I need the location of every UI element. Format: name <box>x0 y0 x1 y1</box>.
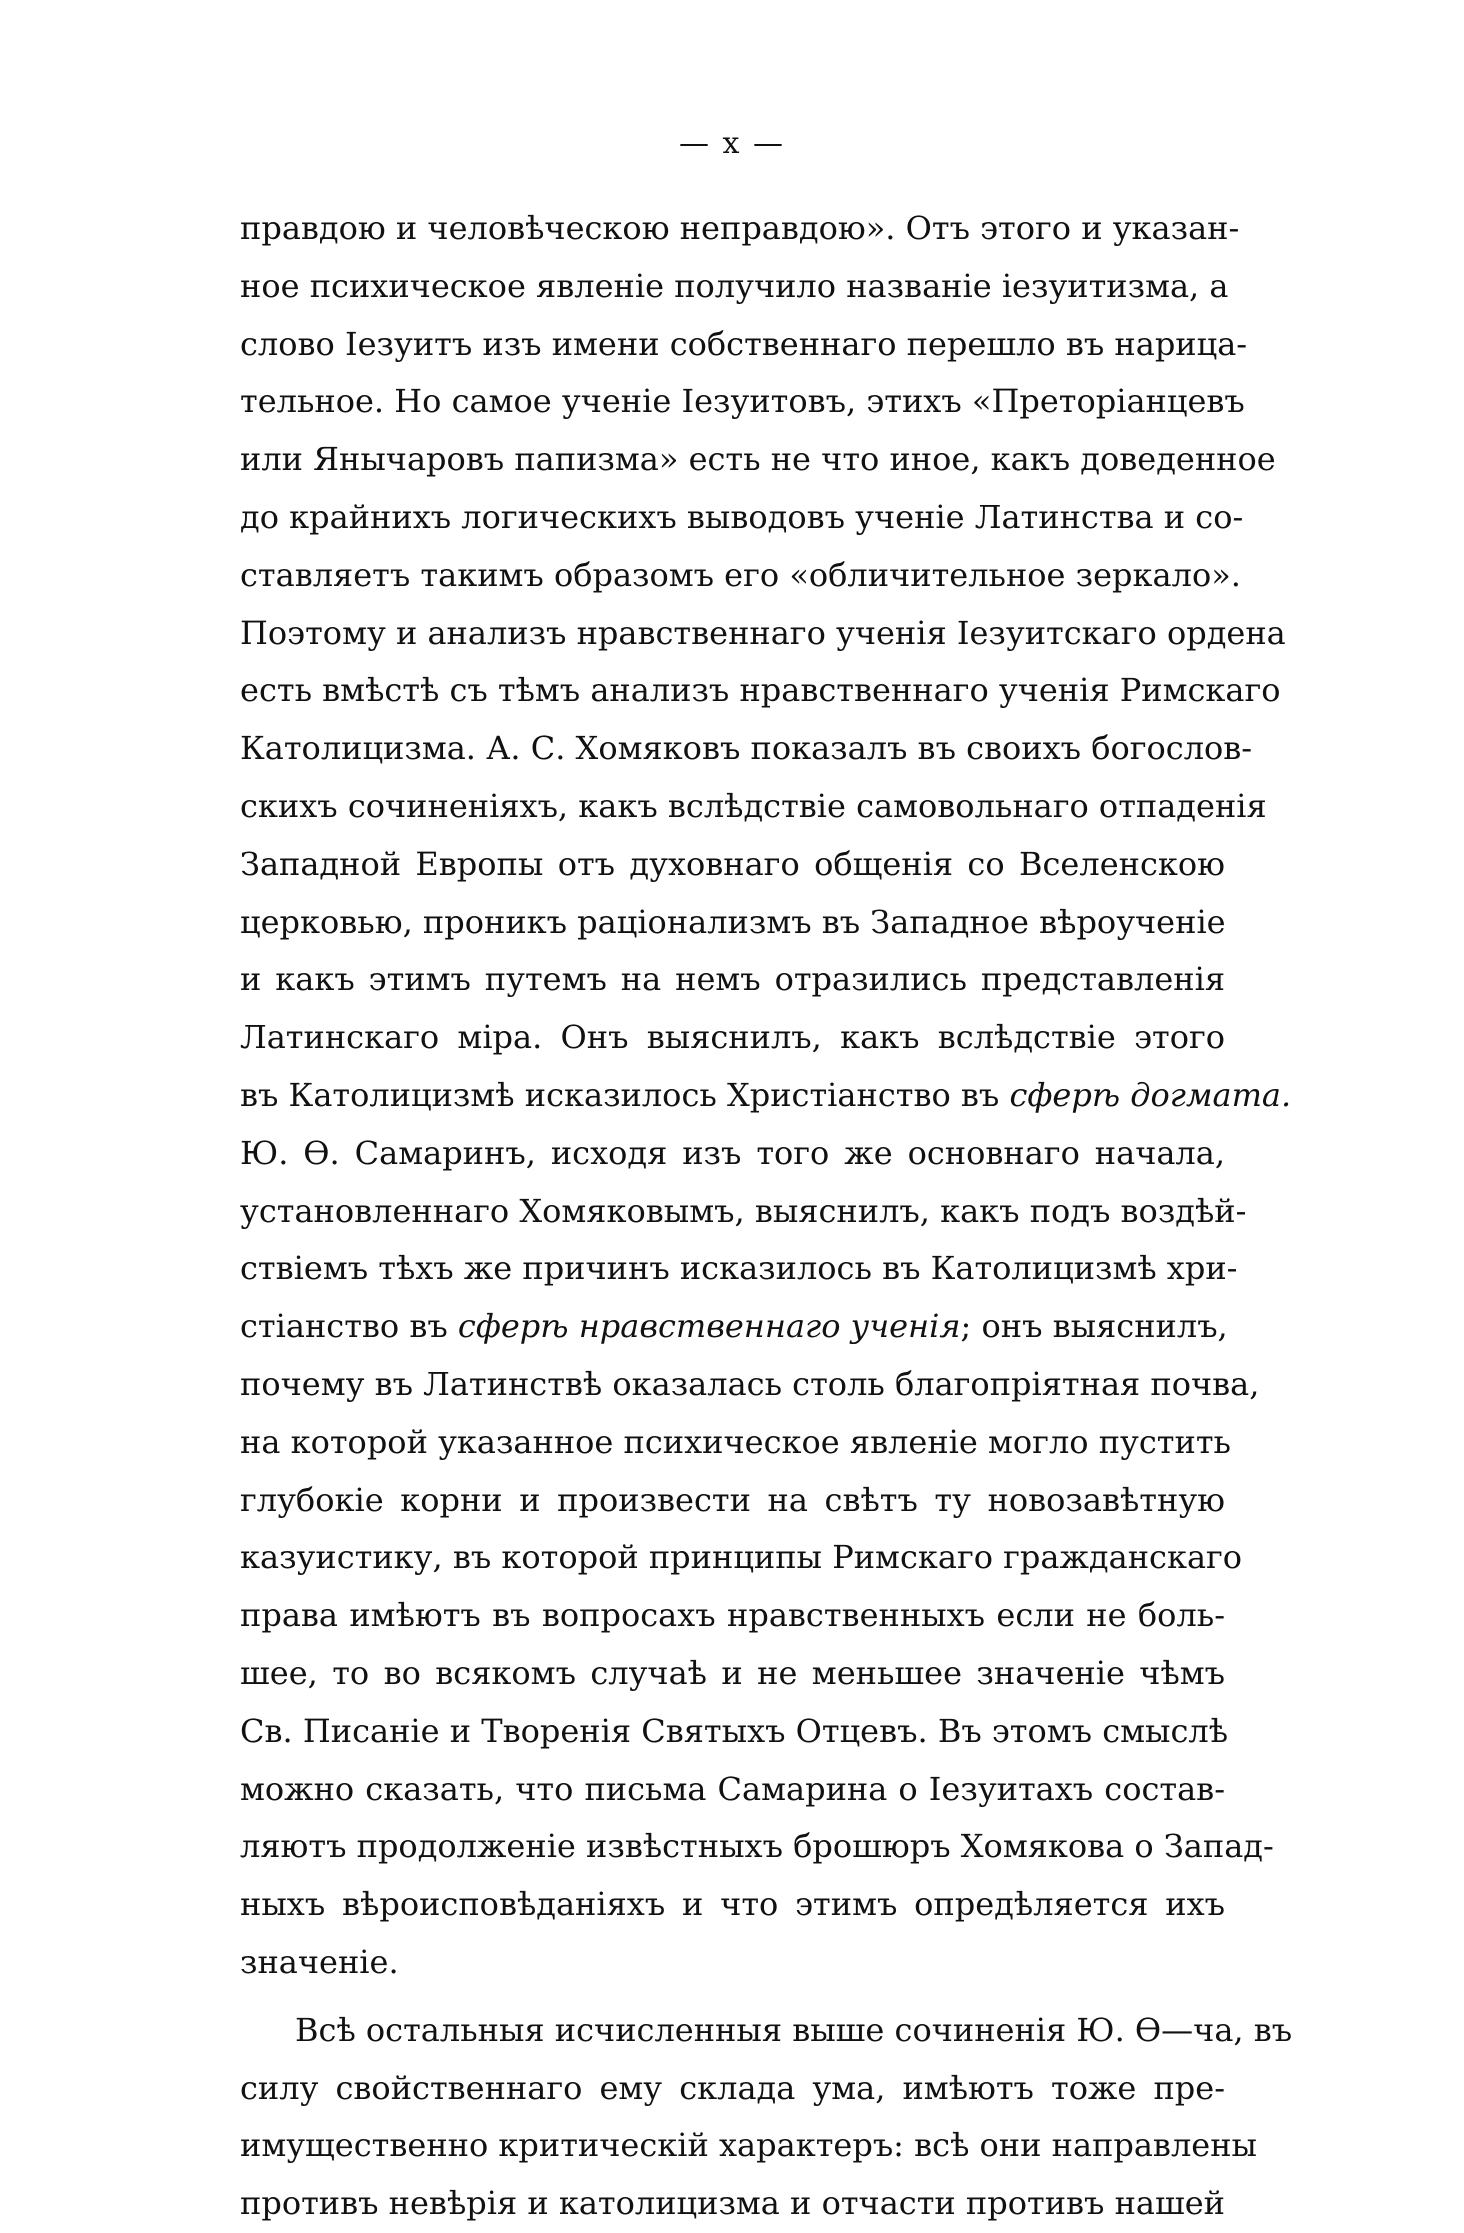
text-line: противъ невѣрія и католицизма и отчасти противъ нашей <box>240 2184 1225 2223</box>
text-line: и какъ этимъ путемъ на немъ отразились представленія <box>240 960 1225 999</box>
body-text <box>240 200 1293 2233</box>
page-number: — x — <box>679 126 785 161</box>
text-line <box>240 1298 1228 1356</box>
text-line: на которой указанное психическое явленіе могло пустить <box>240 1422 1231 1461</box>
text-line: Латинскаго міра. Онъ выяснилъ, какъ вслѣдствіе этого <box>240 1018 1225 1057</box>
text-line: Католицизма. А. С. Хомяковъ показалъ въ своихъ богослов- <box>240 729 1253 768</box>
text-line: почему въ Латинствѣ оказалась столь благопріятная почва, <box>240 1364 1260 1403</box>
paragraph-2 <box>240 2002 1293 2233</box>
text-line: Св. Писаніе и Творенія Святыхъ Отцевъ. Въ этомъ смыслѣ <box>240 1711 1229 1750</box>
italic-emphasis: сферѣ нравственнаго ученія <box>457 1307 961 1346</box>
text-line: ное психическое явленіе получило названіе іезуитизма, а <box>240 266 1229 305</box>
text-line: Всѣ остальныя исчисленныя выше сочиненія Ю. Ѳ—ча, въ <box>295 2010 1293 2049</box>
text-line: можно сказать, что письма Самарина о Іезуитахъ состав- <box>240 1769 1225 1808</box>
text-line: Западной Европы отъ духовнаго общенія со Вселенскою <box>240 844 1225 883</box>
text-line: имущественно критическій характеръ: всѣ они направлены <box>240 2126 1257 2165</box>
text-line: ныхъ вѣроисповѣданіяхъ и что этимъ опредѣляется ихъ <box>240 1885 1225 1924</box>
text-segment: стіанство въ <box>240 1307 458 1346</box>
text-line: Поэтому и анализъ нравственнаго ученія Іезуитскаго ордена <box>240 613 1286 652</box>
text-line: ствіемъ тѣхъ же причинъ исказилось въ Католицизмѣ хри- <box>240 1249 1238 1288</box>
italic-emphasis: сферѣ догмата. <box>1009 1075 1292 1114</box>
text-line: казуистику, въ которой принципы Римскаго гражданскаго <box>240 1538 1243 1577</box>
text-line: Ю. Ѳ. Самаринъ, исходя изъ того же основнаго начала, <box>240 1133 1225 1172</box>
text-line: ставляетъ такимъ образомъ его «обличительное зеркало». <box>240 555 1241 594</box>
text-segment: въ Католицизмѣ исказилось Христіанство въ <box>240 1075 1010 1114</box>
text-line: до крайнихъ логическихъ выводовъ ученіе Латинства и со- <box>240 497 1244 536</box>
text-line: правдою и человѣческою неправдою». Отъ этого и указан- <box>240 209 1240 247</box>
text-line: церковью, проникъ раціонализмъ въ Западное вѣроученіе <box>240 902 1226 941</box>
text-line: шее, то во всякомъ случаѣ и не меньшее значеніе чѣмъ <box>240 1653 1225 1692</box>
text-line: тельное. Но самое ученіе Іезуитовъ, этихъ «Преторіанцевъ <box>240 382 1245 421</box>
text-line: установленнаго Хомяковымъ, выяснилъ, какъ подъ воздѣй- <box>240 1191 1247 1230</box>
text-segment: ; онъ выяснилъ, <box>960 1307 1228 1346</box>
text-line: или Янычаровъ папизма» есть не что иное, какъ доведенное <box>240 440 1276 479</box>
text-line: слово Іезуитъ изъ имени собственнаго перешло въ нарица- <box>240 324 1248 363</box>
text-line: глубокіе корни и произвести на свѣтъ ту новозавѣтную <box>240 1480 1225 1519</box>
paragraph-1 <box>240 200 1292 1992</box>
text-line <box>240 1067 1292 1125</box>
text-line: значеніе. <box>240 1942 399 1981</box>
text-line: права имѣютъ въ вопросахъ нравственныхъ если не боль- <box>240 1596 1225 1635</box>
paragraph-gap <box>240 1992 1225 2002</box>
text-line: силу свойственнаго ему склада ума, имѣютъ тоже пре- <box>240 2068 1225 2107</box>
text-line: ляютъ продолженіе извѣстныхъ брошюръ Хомякова о Запад- <box>240 1827 1274 1866</box>
text-line: скихъ сочиненіяхъ, какъ вслѣдствіе самовольнаго отпаденія <box>240 786 1267 825</box>
text-line: есть вмѣстѣ съ тѣмъ анализъ нравственнаго ученія Римскаго <box>240 671 1281 710</box>
